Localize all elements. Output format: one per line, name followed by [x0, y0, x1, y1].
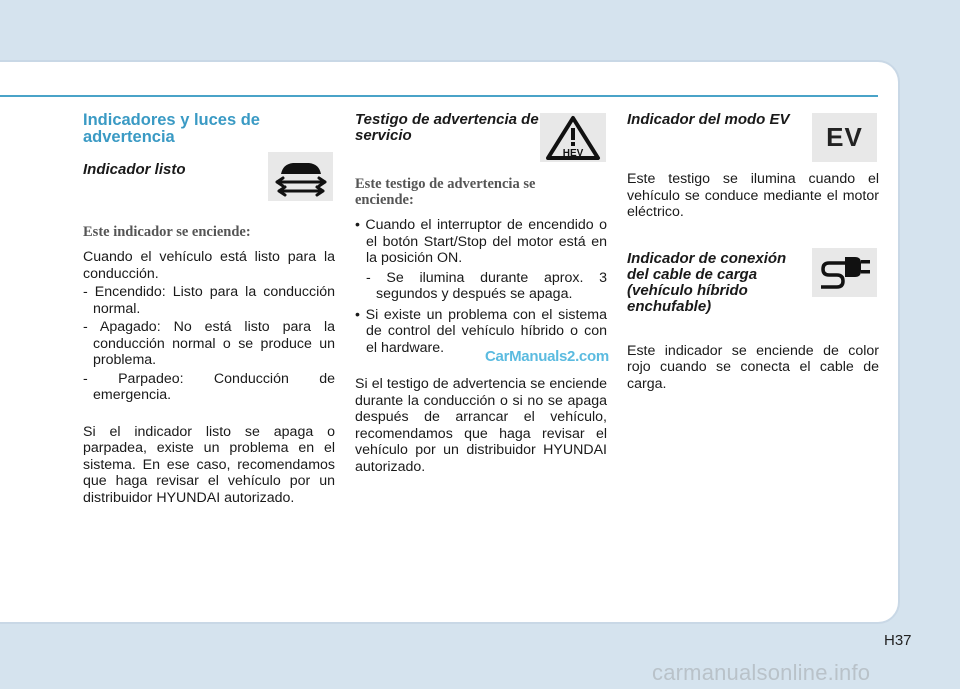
service-heading: Este testigo de advertencia se enciende:: [355, 176, 536, 208]
service-warning-title: Testigo de advertencia de servicio: [355, 111, 539, 144]
hev-warning-icon: [540, 113, 606, 162]
ev-mode-title: Indicador del modo EV: [627, 111, 790, 128]
column-service-warning: [355, 112, 607, 475]
ready-note: Si el indicador listo se apaga o parpadea, existe un problema en el sistema. En ese caso, recomendamos que haga revisar el vehículo por un distribuidor HYUNDAI autorizado.: [83, 423, 335, 506]
list-item: • Cuando el interruptor de encendido o el botón Start/Stop del motor está en la posición ON.: [355, 217, 607, 266]
page-number: H37: [884, 632, 912, 649]
ready-car-icon: [268, 152, 333, 201]
ready-indicator-title: Indicador listo: [83, 161, 186, 178]
list-item: - Encendido: Listo para la conducción normal.: [83, 284, 335, 317]
service-note: Si el testigo de advertencia se enciende durante la conducción o si no se apaga después de arrancar el vehículo, recomendamos que haga revisar el vehículo por un distribuidor HYUNDAI autorizado.: [355, 376, 607, 475]
ev-mode-text: Este testigo se ilumina cuando el vehículo se conduce mediante el motor eléctrico.: [627, 171, 879, 220]
charging-cable-text: Este indicador se enciende de color rojo cuando se conecta el cable de carga.: [627, 342, 879, 392]
list-item: - Apagado: No está listo para la conducción normal o se produce un problema.: [83, 319, 335, 368]
list-item: - Parpadeo: Conducción de emergencia.: [83, 370, 335, 403]
watermark: CarManuals2.com: [485, 348, 609, 365]
hev-icon-label: HEV: [562, 147, 584, 159]
list-item: - Se ilumina durante aprox. 3 segundos y después se apaga.: [366, 269, 607, 302]
section-title: Indicadores y luces de advertencia: [83, 111, 260, 146]
charging-cable-title: Indicador de conexión del cable de carga (vehículo híbrido enchufable): [627, 249, 787, 315]
ev-mode-icon: [812, 113, 877, 162]
ready-heading: Este indicador se enciende:: [83, 224, 251, 240]
ev-icon-label: EV: [826, 122, 863, 152]
list-item: • Si existe un problema con el sistema de control del vehículo híbrido o con el hardware.: [355, 306, 607, 356]
footer-watermark: carmanualsonline.info: [652, 660, 871, 685]
charging-plug-icon: [812, 248, 877, 297]
header-rule: [0, 95, 878, 97]
ready-intro: Cuando el vehículo está listo para la conducción.: [83, 249, 335, 282]
